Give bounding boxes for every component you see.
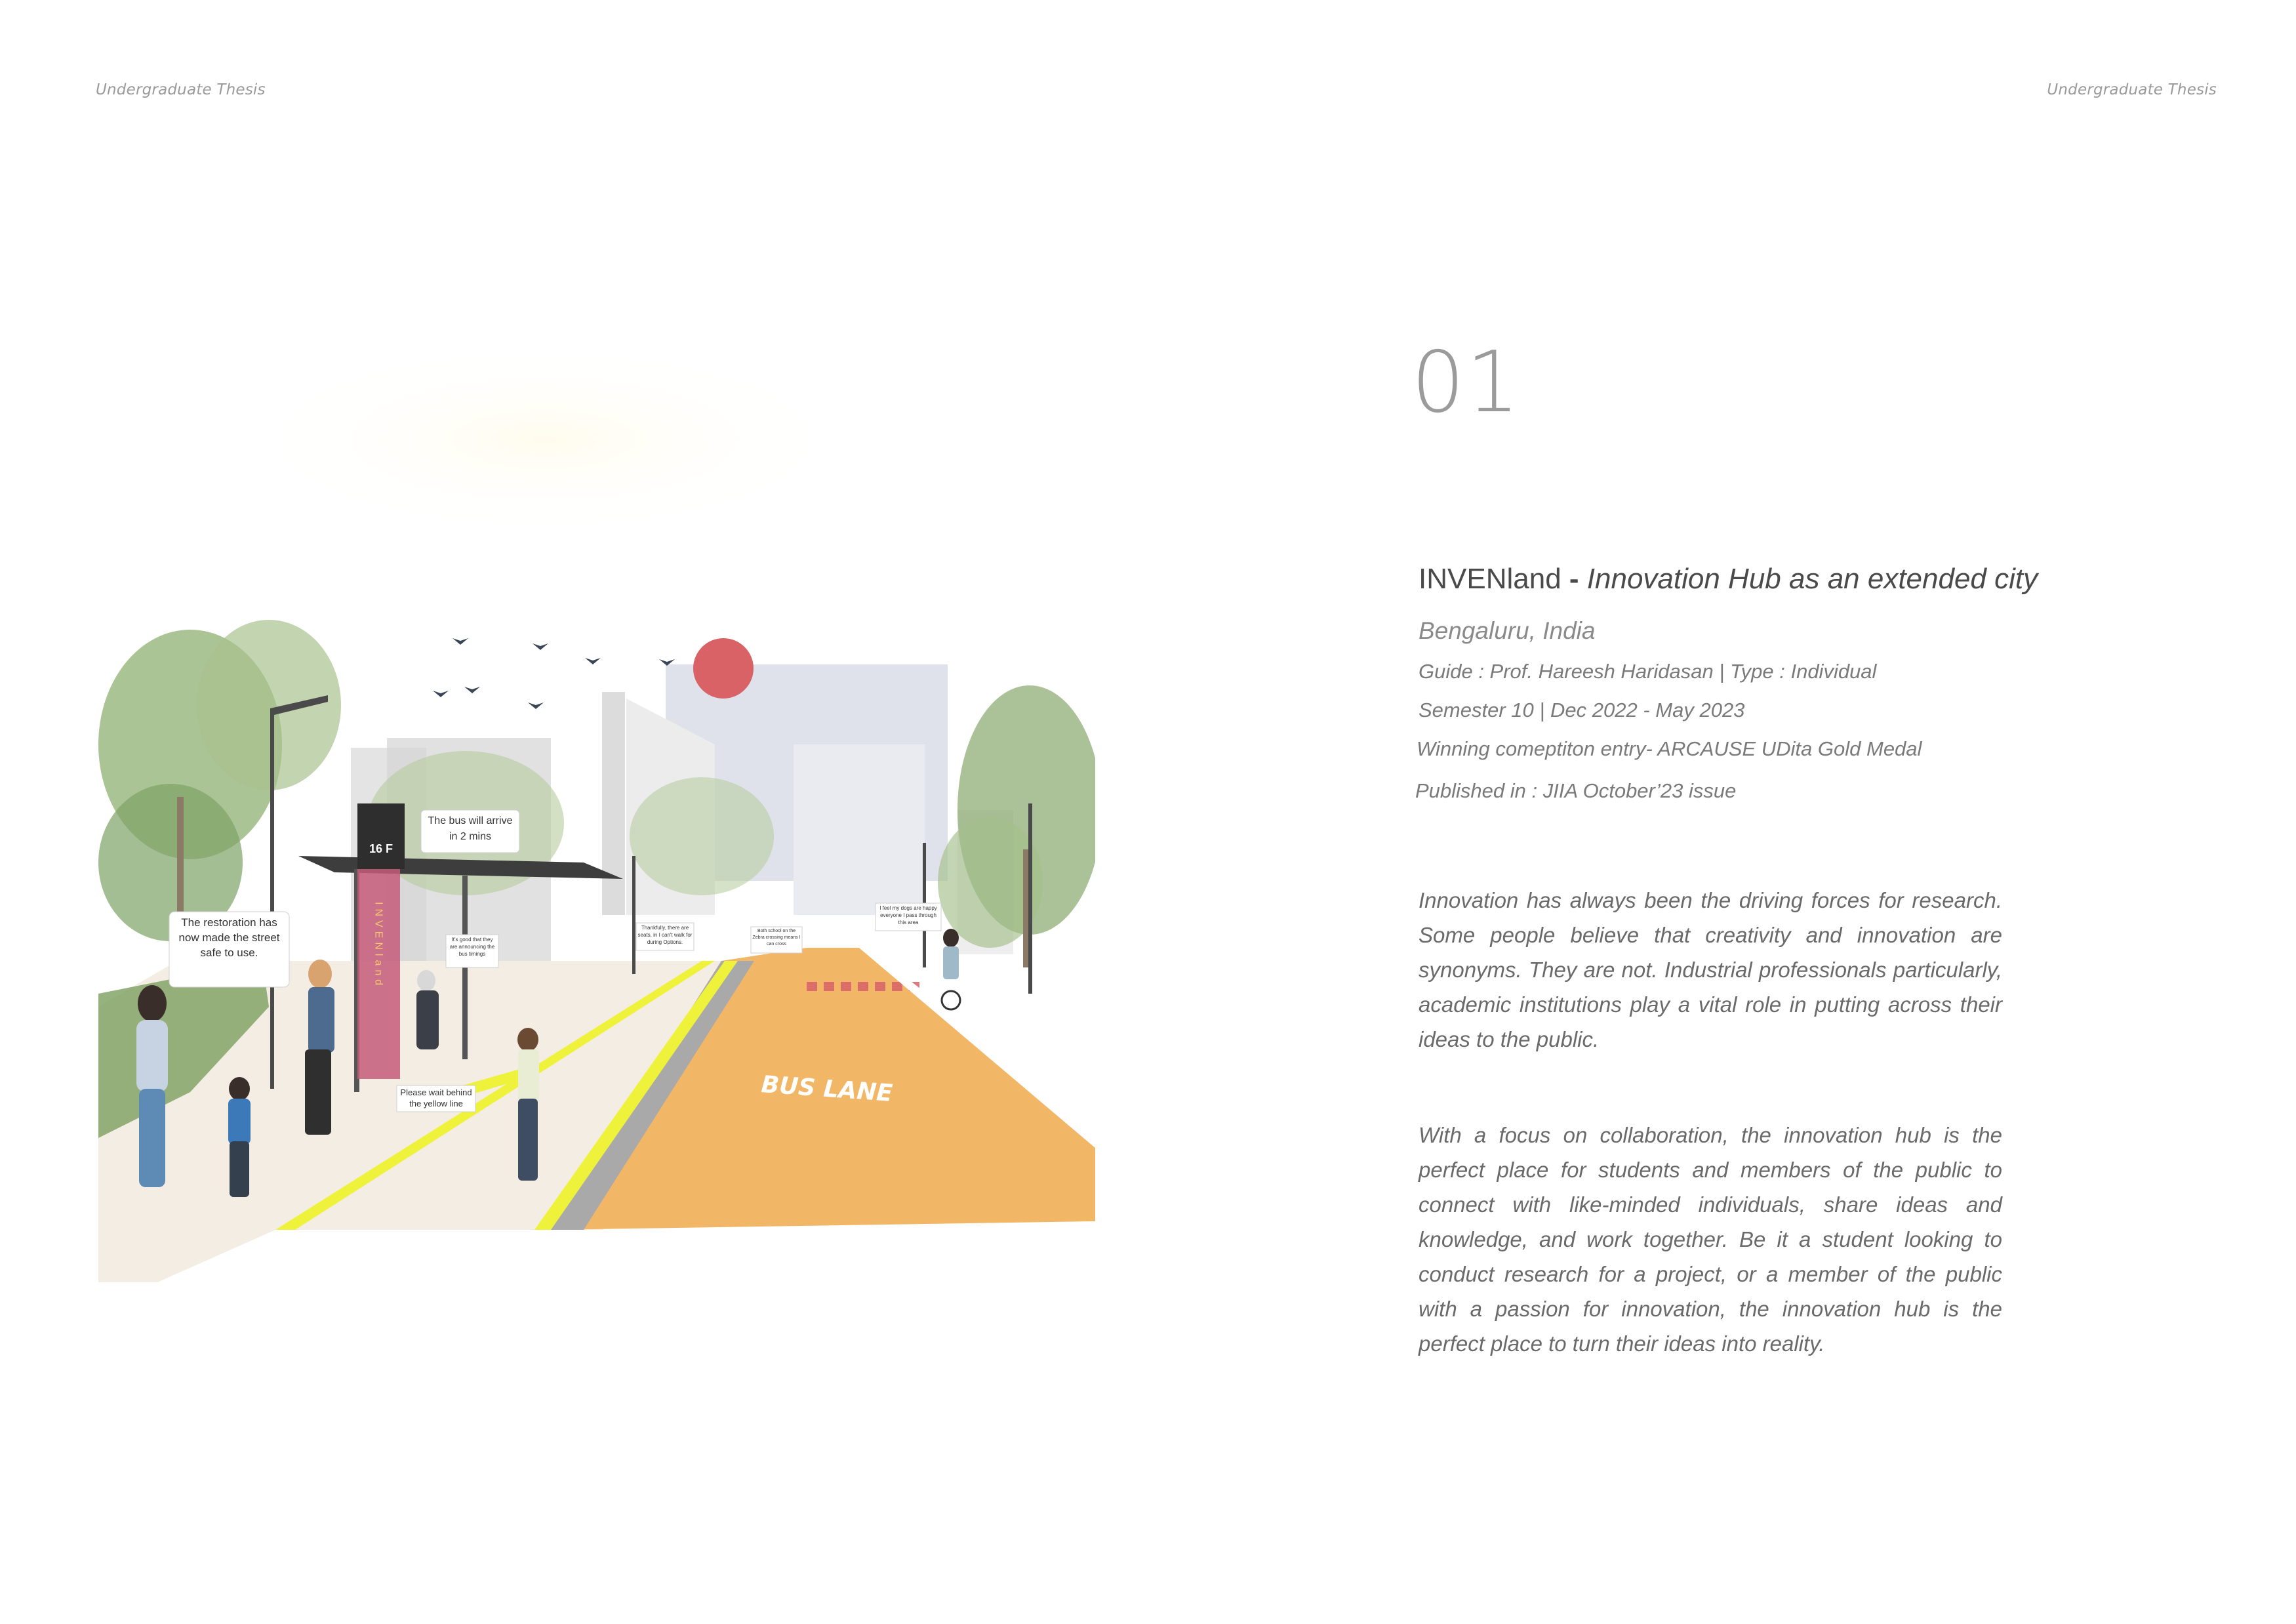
description-paragraph: With a focus on collaboration, the innovation hub is the perfect place for students and members of the public to connect with like-minded individuals, share ideas and knowledge, and work together. Be it a student looking to conduct research for a project, or a member of the public with a passion for innovation, the innovation hub is the perfect place to turn their ideas into reality.: [1419, 1123, 2002, 1356]
title-main: INVENland: [1419, 563, 1561, 595]
bus-lane-marking: BUS LANE: [760, 1071, 894, 1107]
bus-stop-sign: 16 F: [369, 842, 393, 855]
title-subtitle: Innovation Hub as an extended city: [1586, 563, 2038, 595]
shelter-brand: INVENland: [373, 902, 384, 990]
description-paragraph: Innovation has always been the driving forces for research. Some people believe that creativity and innovation are synonyms. They are not. Industrial professionals particularly, academic institutions play a vital role in putting across their ideas to the public.: [1419, 888, 2002, 1051]
running-head-right: Undergraduate Thesis: [2047, 81, 2217, 98]
street-illustration: [98, 351, 1095, 1282]
bubble-thankfully: Thankfully, there are seats, in I can't walk for during Options.: [637, 925, 693, 945]
bubble-bus: The bus will arrive in 2 mins: [428, 815, 513, 842]
title-separator: -: [1561, 563, 1587, 595]
project-competition: Winning comeptiton entry- ARCAUSE UDita Gold Medal: [1417, 737, 1922, 760]
bubble-dogs: I feel my dogs are happy everyone I pass through this area: [879, 905, 937, 925]
bubble-announcing: It's good that they are announcing the bus timings: [449, 937, 495, 957]
project-semester: Semester 10 | Dec 2022 - May 2023: [1419, 699, 1745, 721]
bubble-school: Both school on the Zebra crossing means I can cross: [752, 929, 801, 946]
bubble-restoration: The restoration has now made the street safe to use.: [178, 916, 280, 959]
bubble-wait: Please wait behind the yellow line: [400, 1087, 472, 1108]
project-title: [1419, 563, 2048, 596]
project-number: 01: [1411, 334, 1521, 432]
sun: [693, 638, 754, 699]
project-guide: Guide : Prof. Hareesh Haridasan | Type : Individual: [1419, 660, 1877, 683]
birds: [433, 638, 675, 709]
project-location: Bengaluru, India: [1419, 617, 1596, 644]
running-head-left: Undergraduate Thesis: [96, 81, 266, 98]
project-published: Published in : JIIA October’23 issue: [1415, 779, 1737, 802]
